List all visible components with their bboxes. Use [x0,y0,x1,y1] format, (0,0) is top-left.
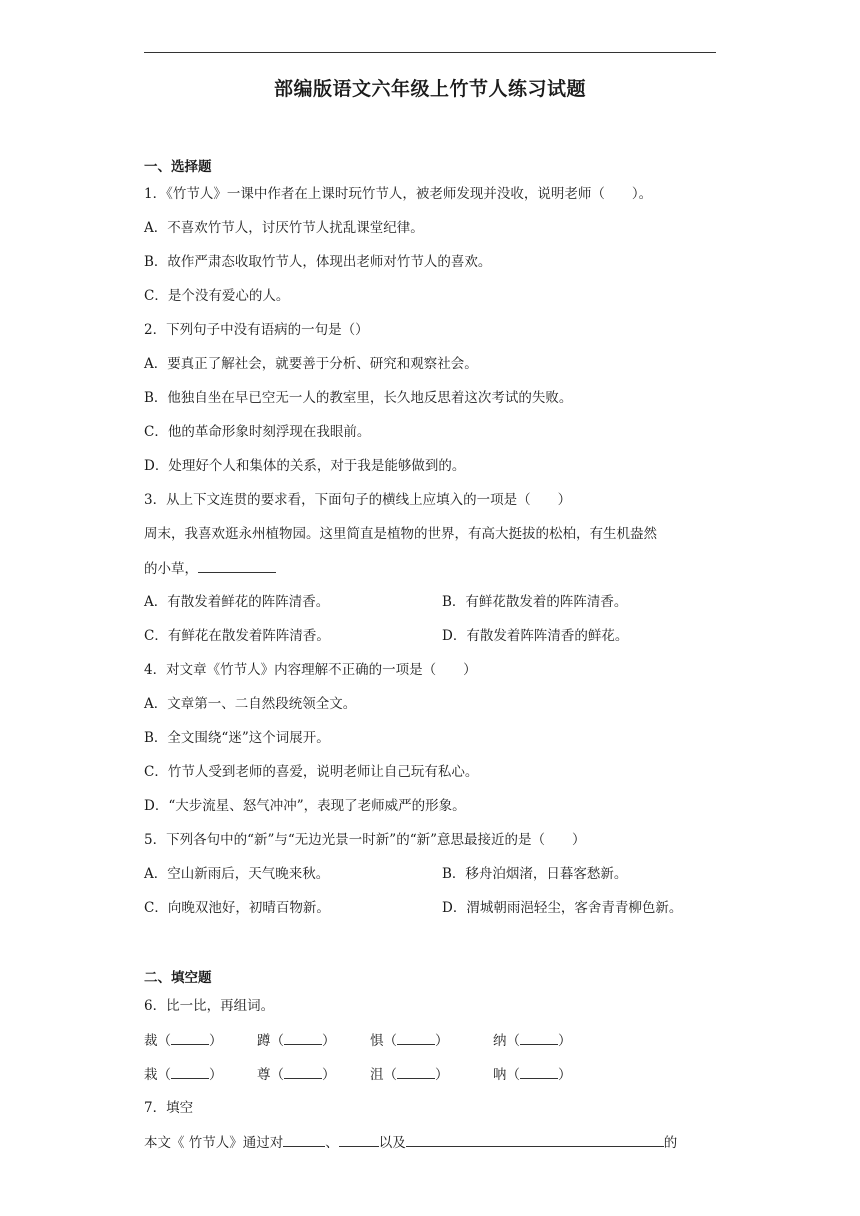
q6-item: 纳（ ） [493,1030,572,1051]
page-title: 部编版语文六年级上竹节人练习试题 [273,78,586,100]
q2-option-d: D．处理好个人和集体的关系，对于我是能够做到的。 [144,458,466,474]
q6-blank[interactable] [171,1064,209,1079]
q7-blank-3[interactable] [406,1132,664,1147]
q6-item: 沮（ ） [370,1064,449,1085]
q2-option-c: C．他的革命形象时刻浮现在我眼前。 [144,424,371,440]
q1-option-b: B．故作严肃态收取竹节人，体现出老师对竹节人的喜欢。 [144,254,492,270]
q6-item: 惧（ ） [370,1030,449,1051]
q4-option-a: A．文章第一、二自然段统领全文。 [144,696,357,712]
q4-option-b: B．全文围绕“迷”这个词展开。 [144,730,330,746]
q4-option-c: C．竹节人受到老师的喜爱，说明老师让自己玩有私心。 [144,764,479,780]
section-heading-fill: 二、填空题 [144,970,212,986]
q5-options-row1 [144,864,724,884]
q6-blank[interactable] [171,1030,209,1045]
q5-options-row2 [144,898,724,918]
q3-option-b: B．有鲜花散发着的阵阵清香。 [442,594,628,610]
q3-option-d: D．有散发着阵阵清香的鲜花。 [442,628,629,644]
q3-passage-line2 [144,558,724,579]
q6-row2 [144,1064,724,1084]
q7-stem: 7．填空 [144,1100,194,1116]
q7-text: 本文《 竹节人》通过对 、 以及 的 [144,1132,724,1153]
q7-blank-1[interactable] [283,1132,325,1147]
q6-row1 [144,1030,724,1050]
q3-passage-text: 的小草， [144,561,198,577]
q7-blank-2[interactable] [339,1132,379,1147]
q5-option-d: D．渭城朝雨浥轻尘，客舍青青柳色新。 [442,900,683,916]
q2-stem: 2．下列句子中没有语病的一句是（） [144,322,369,338]
q3-answer-blank[interactable] [198,558,276,573]
q2-option-a: A．要真正了解社会，就要善于分析、研究和观察社会。 [144,356,478,372]
q3-options-row1 [144,592,724,612]
q6-item: 裁（ ） [144,1030,223,1051]
q5-option-c: C．向晚双池好，初晴百物新。 [144,900,330,916]
q1-option-a: A．不喜欢竹节人，讨厌竹节人扰乱课堂纪律。 [144,220,424,236]
q6-item: 蹲（ ） [257,1030,336,1051]
q4-option-d: D．“大步流星、怒气冲冲”，表现了老师威严的形象。 [144,798,466,814]
q6-stem: 6．比一比，再组词。 [144,998,275,1014]
q1-stem: 1．《竹节人》一课中作者在上课时玩竹节人，被老师发现并没收，说明老师（ ）。 [144,186,653,202]
q6-blank[interactable] [397,1030,435,1045]
q6-item: 呐（ ） [493,1064,572,1085]
q1-option-c: C．是个没有爱心的人。 [144,288,290,304]
q6-item: 栽（ ） [144,1064,223,1085]
q6-blank[interactable] [520,1064,558,1079]
section-heading-choice: 一、选择题 [144,159,212,175]
q6-item: 尊（ ） [257,1064,336,1085]
q6-blank[interactable] [397,1064,435,1079]
q3-option-c: C．有鲜花在散发着阵阵清香。 [144,628,330,644]
q2-option-b: B．他独自坐在早已空无一人的教室里，长久地反思着这次考试的失败。 [144,390,573,406]
q3-passage-line1: 周末，我喜欢逛永州植物园。这里简直是植物的世界，有高大挺拔的松柏，有生机盎然 [144,526,657,542]
q5-option-b: B．移舟泊烟渚，日暮客愁新。 [442,866,628,882]
q6-blank[interactable] [284,1030,322,1045]
q3-stem: 3．从上下文连贯的要求看，下面句子的横线上应填入的一项是（ ） [144,492,572,508]
header-rule [144,52,716,53]
q3-options-row2 [144,626,724,646]
q6-blank[interactable] [520,1030,558,1045]
q6-blank[interactable] [284,1064,322,1079]
q5-stem: 5．下列各句中的“新”与“无边光景一时新”的“新”意思最接近的是（ ） [144,832,586,848]
q4-stem: 4．对文章《竹节人》内容理解不正确的一项是（ ） [144,662,477,678]
q3-option-a: A．有散发着鲜花的阵阵清香。 [144,594,330,610]
q5-option-a: A．空山新雨后，天气晚来秋。 [144,866,330,882]
